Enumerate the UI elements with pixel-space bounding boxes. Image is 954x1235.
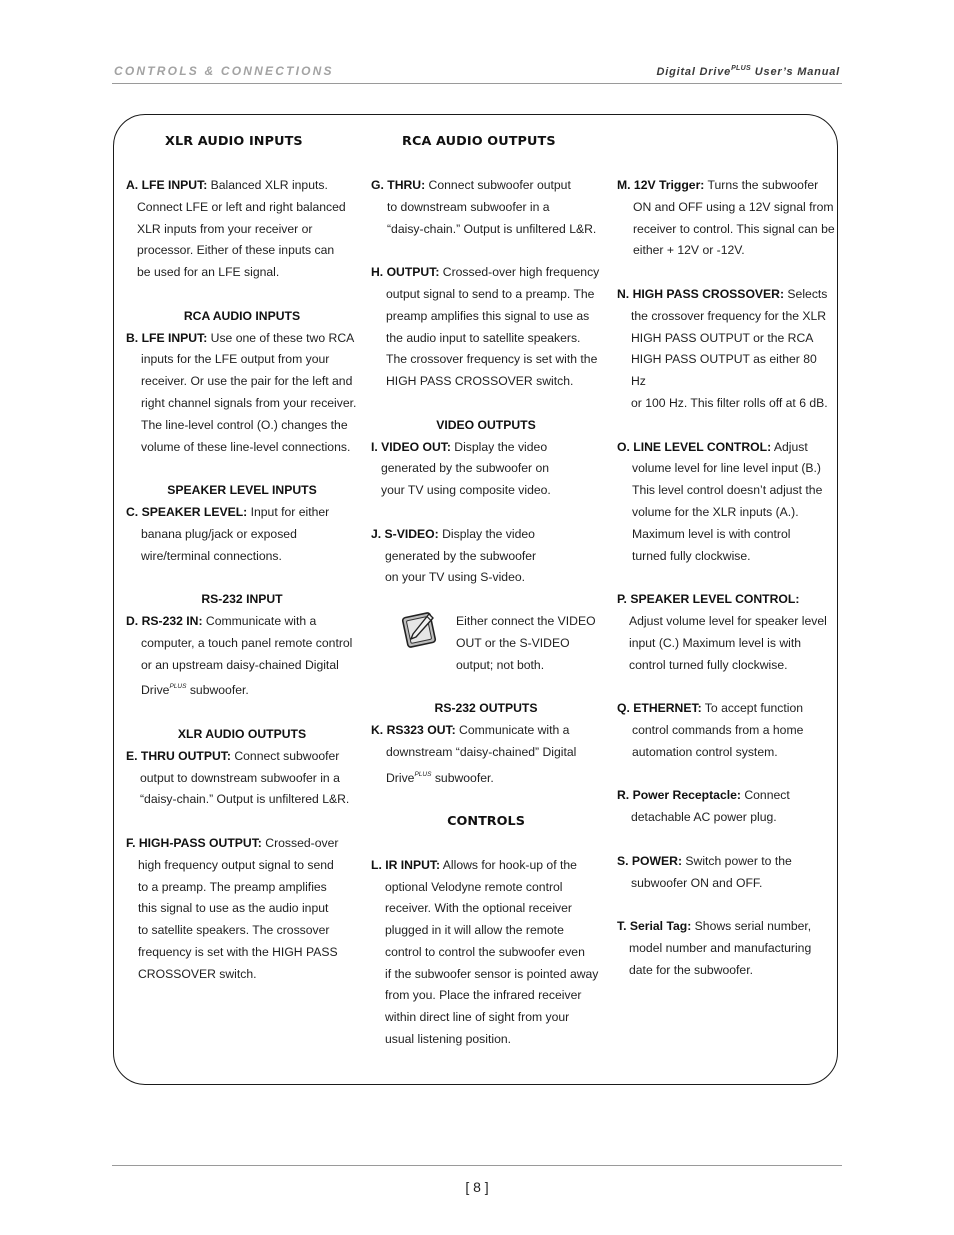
item-n [617, 284, 835, 415]
item-n-text: Selects [784, 286, 828, 301]
item-f-text: high frequency output signal to send [138, 857, 334, 872]
manual-title [656, 65, 840, 78]
item-h-text: HIGH PASS CROSSOVER switch. [386, 374, 574, 389]
item-h [371, 262, 601, 393]
item-k [371, 720, 601, 789]
item-c-text: wire/terminal connections. [141, 548, 282, 563]
item-o-text: turned fully clockwise. [632, 548, 751, 563]
item-o-text: volume level for line level input (B.) [632, 461, 821, 476]
item-k-text: Communicate with a [455, 722, 570, 737]
item-i-text: generated by the subwoofer on [381, 461, 550, 476]
col1-title: XLR AUDIO INPUTS [165, 134, 303, 149]
item-r-text: Connect [740, 788, 790, 803]
item-f-text: to satellite speakers. The crossover [138, 923, 330, 938]
item-d-text: computer, a touch panel remote control [141, 635, 353, 650]
item-l-text: plugged in it will allow the remote [385, 923, 564, 938]
item-a-text: XLR inputs from your receiver or [137, 221, 313, 236]
item-h-text: output signal to send to a preamp. The [386, 286, 595, 301]
item-f-text: Crossed-over [261, 835, 339, 850]
item-j-text: on your TV using S-video. [385, 570, 526, 585]
item-a-text: processor. Either of these inputs can [137, 243, 335, 258]
item-a-text: Connect LFE or left and right balanced [137, 199, 346, 214]
item-t-label: T. Serial Tag: [617, 919, 692, 934]
header-rule [112, 83, 842, 84]
item-f-label: F. HIGH-PASS OUTPUT: [126, 835, 262, 850]
item-n-text: the crossover frequency for the XLR [631, 308, 827, 323]
video-outputs-subheading: VIDEO OUTPUTS [436, 417, 536, 432]
item-r-label: R. Power Receptacle: [617, 788, 741, 803]
section-header: CONTROLS & CONNECTIONS [114, 64, 334, 78]
item-d-text: Communicate with a [202, 613, 317, 628]
item-e-label: E. THRU OUTPUT: [126, 748, 231, 763]
item-m-text: receiver to control. This signal can be [633, 221, 835, 236]
item-b-text: volume of these line-level connections. [141, 439, 351, 454]
item-l-text: optional Velodyne remote control [385, 879, 563, 894]
item-q [617, 698, 835, 763]
column-left [126, 175, 358, 1007]
item-l-text: within direct line of sight from your [385, 1010, 570, 1025]
item-h-text: the audio input to satellite speakers. [386, 330, 581, 345]
item-o-text: Maximum level is with control [632, 526, 791, 541]
item-d-text: or an upstream daisy-chained Digital [141, 657, 339, 672]
item-f-text: this signal to use as the audio input [138, 901, 329, 916]
manual-title-sup: PLUS [731, 65, 751, 72]
item-p-text: control turned fully clockwise. [629, 657, 788, 672]
item-c-label: C. SPEAKER LEVEL: [126, 504, 248, 519]
item-h-text: The crossover frequency is set with the [386, 352, 598, 367]
plus-superscript: PLUS [169, 683, 187, 691]
plus-superscript: PLUS [414, 770, 432, 778]
item-a [126, 175, 358, 284]
item-s [617, 851, 835, 895]
manual-title-suffix: User’s Manual [750, 66, 840, 78]
item-r [617, 785, 835, 829]
item-b-text: inputs for the LFE output from your [141, 352, 330, 367]
item-i-text: Display the video [450, 439, 548, 454]
item-i-text: your TV using composite video. [381, 483, 551, 498]
item-s-text: Switch power to the [682, 853, 792, 868]
item-i [371, 437, 601, 502]
item-k-label: K. RS323 OUT: [371, 722, 456, 737]
item-s-text: subwoofer ON and OFF. [631, 875, 763, 890]
item-d-label: D. RS-232 IN: [126, 613, 203, 628]
item-l [371, 855, 601, 1051]
item-o-text: Adjust [771, 439, 808, 454]
item-c-text: Input for either [247, 504, 330, 519]
item-b [126, 328, 358, 459]
item-o-text: volume for the XLR inputs (A.). [632, 504, 799, 519]
item-o-text: This level control doesn’t adjust the [632, 483, 823, 498]
item-q-text: control commands from a home [632, 722, 804, 737]
item-l-label: L. IR INPUT: [371, 857, 441, 872]
item-g-text: to downstream subwoofer in a [387, 199, 550, 214]
item-m [617, 175, 835, 262]
footer-rule [112, 1165, 842, 1166]
item-j-text: Display the video [438, 526, 535, 541]
note-text: output; not both. [456, 657, 545, 672]
item-f-text: CROSSOVER switch. [138, 966, 257, 981]
item-b-text: The line-level control (O.) changes the [141, 417, 348, 432]
speaker-inputs-subheading: SPEAKER LEVEL INPUTS [167, 483, 317, 498]
column-middle [371, 175, 601, 1073]
item-b-text: Use one of these two RCA [207, 330, 355, 345]
rs232-outputs-subheading: RS-232 OUTPUTS [434, 701, 538, 716]
item-a-text: Balanced XLR inputs. [207, 178, 328, 192]
item-m-label: M. 12V Trigger: [617, 178, 705, 192]
item-c-text: banana plug/jack or exposed [141, 526, 297, 541]
item-t [617, 916, 835, 981]
item-e-text: Connect subwoofer [230, 748, 340, 763]
item-t-text: Shows serial number, [691, 919, 812, 934]
item-a-text: be used for an LFE signal. [137, 265, 280, 280]
item-k-text: subwoofer. [431, 770, 494, 785]
item-p-text: Adjust volume level for speaker level [629, 613, 827, 628]
item-i-label: I. VIDEO OUT: [371, 439, 451, 454]
item-d-text: Drive [141, 683, 170, 698]
item-g [371, 175, 601, 240]
item-h-label: H. OUTPUT: [371, 265, 440, 280]
item-h-text: preamp amplifies this signal to use as [386, 308, 590, 323]
rs232-input-subheading: RS-232 INPUT [201, 592, 283, 607]
item-l-text: usual listening position. [385, 1032, 512, 1047]
notepad-pencil-icon [399, 609, 439, 651]
item-e [126, 746, 358, 811]
item-n-text: HIGH PASS OUTPUT or the RCA [631, 330, 814, 345]
item-b-text: receiver. Or use the pair for the left and [141, 374, 353, 389]
manual-title-prefix: Digital Drive [656, 66, 732, 78]
item-m-text: ON and OFF using a 12V signal from [633, 199, 834, 214]
item-j-text: generated by the subwoofer [385, 548, 537, 563]
note-text: OUT or the S-VIDEO [456, 635, 570, 650]
item-m-text: Turns the subwoofer [704, 178, 819, 192]
item-g-label: G. THRU: [371, 178, 426, 192]
item-l-text: from you. Place the infrared receiver [385, 988, 582, 1003]
item-k-text: downstream “daisy-chained” Digital [386, 744, 577, 759]
item-b-label: B. LFE INPUT: [126, 330, 208, 345]
item-g-text: Connect subwoofer output [425, 178, 571, 192]
item-r-text: detachable AC power plug. [631, 810, 777, 825]
controls-heading: CONTROLS [447, 814, 525, 830]
item-d [126, 611, 358, 702]
item-t-text: date for the subwoofer. [629, 962, 753, 977]
item-o-label: O. LINE LEVEL CONTROL: [617, 439, 772, 454]
page-number: [ 8 ] [465, 1179, 489, 1195]
item-t-text: model number and manufacturing [629, 940, 812, 955]
item-q-text: To accept function [701, 701, 804, 716]
item-p-text: input (C.) Maximum level is with [629, 635, 802, 650]
item-f-text: to a preamp. The preamp amplifies [138, 879, 327, 894]
item-a-label: A. LFE INPUT: [126, 178, 208, 192]
item-k-text: Drive [386, 770, 415, 785]
item-g-text: “daisy-chain.” Output is unfiltered L&R. [387, 221, 597, 236]
note-text: Either connect the VIDEO [456, 613, 596, 628]
item-q-text: automation control system. [632, 744, 778, 759]
item-f-text: frequency is set with the HIGH PASS [138, 944, 338, 959]
item-n-text: HIGH PASS OUTPUT as either 80 Hz [631, 352, 817, 389]
item-p [617, 589, 835, 676]
col2-title: RCA AUDIO OUTPUTS [402, 134, 556, 149]
item-j [371, 524, 601, 589]
item-l-text: control to control the subwoofer even [385, 944, 585, 959]
item-e-text: “daisy-chain.” Output is unfiltered L&R. [140, 792, 350, 807]
item-l-text: receiver. With the optional receiver [385, 901, 572, 916]
item-e-text: output to downstream subwoofer in a [140, 770, 340, 785]
xlr-outputs-subheading: XLR AUDIO OUTPUTS [177, 726, 307, 741]
item-c [126, 502, 358, 567]
item-l-text: if the subwoofer sensor is pointed away [385, 966, 599, 981]
item-m-text: either + 12V or -12V. [633, 243, 745, 258]
column-right [617, 175, 835, 1003]
video-note [371, 611, 601, 676]
item-p-label: P. SPEAKER LEVEL CONTROL: [617, 592, 800, 607]
item-h-text: Crossed-over high frequency [439, 265, 600, 280]
item-j-label: J. S-VIDEO: [371, 526, 439, 541]
item-s-label: S. POWER: [617, 853, 683, 868]
item-l-text: Allows for hook-up of the [440, 857, 577, 872]
item-q-label: Q. ETHERNET: [617, 701, 702, 716]
item-f [126, 833, 358, 986]
item-n-label: N. HIGH PASS CROSSOVER: [617, 286, 785, 301]
item-d-text: subwoofer. [186, 683, 249, 698]
item-n-text: or 100 Hz. This filter rolls off at 6 dB. [631, 395, 828, 410]
rca-inputs-subheading: RCA AUDIO INPUTS [183, 308, 301, 323]
item-o [617, 437, 835, 568]
item-b-text: right channel signals from your receiver. [141, 395, 357, 410]
